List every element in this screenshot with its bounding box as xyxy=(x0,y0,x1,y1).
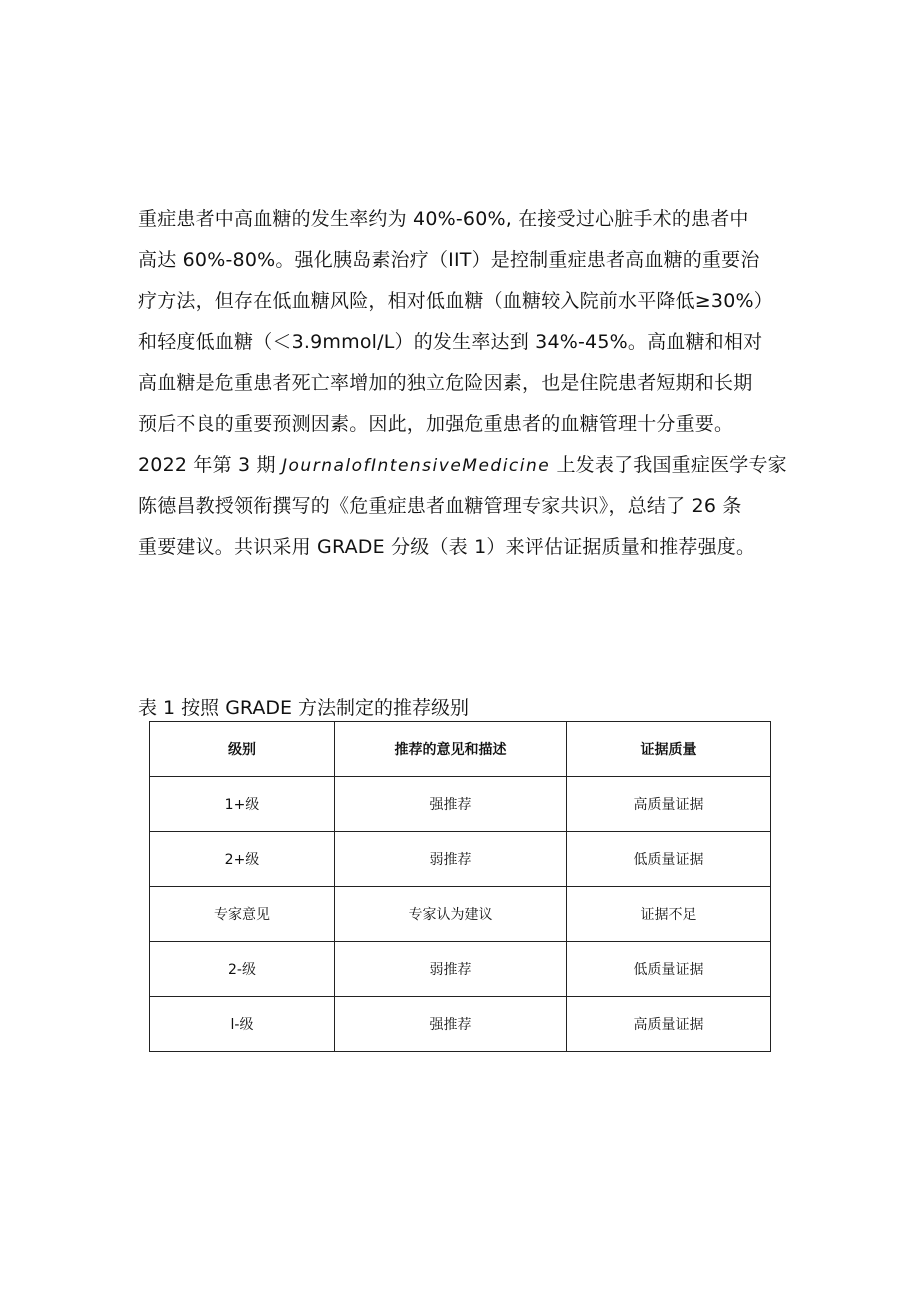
cell-evidence: 证据不足 xyxy=(567,887,771,942)
cell-recommendation: 弱推荐 xyxy=(335,942,567,997)
cell-evidence: 高质量证据 xyxy=(567,777,771,832)
header-evidence: 证据质量 xyxy=(567,722,771,777)
cell-level: 专家意见 xyxy=(150,887,335,942)
cell-evidence: 低质量证据 xyxy=(567,942,771,997)
cell-level: 2+级 xyxy=(150,832,335,887)
header-level: 级别 xyxy=(150,722,335,777)
cell-level: l-级 xyxy=(150,997,335,1052)
table-caption: 表 1 按照 GRADE 方法制定的推荐级别 xyxy=(138,697,470,719)
cell-level: 2-级 xyxy=(150,942,335,997)
table-row xyxy=(150,832,771,887)
table-row xyxy=(150,777,771,832)
paragraph-line: 和轻度低血糖（＜3.9mmol/L）的发生率达到 34%-45%。高血糖和相对 xyxy=(138,331,763,353)
body-paragraph xyxy=(138,199,798,568)
cell-recommendation: 强推荐 xyxy=(335,997,567,1052)
cell-level: 1+级 xyxy=(150,777,335,832)
cell-recommendation: 专家认为建议 xyxy=(335,887,567,942)
paragraph-line: 高达 60%-80%。强化胰岛素治疗（IIT）是控制重症患者高血糖的重要治 xyxy=(138,249,760,271)
paragraph-line: 陈德昌教授领衔撰写的《危重症患者血糖管理专家共识》，总结了 26 条 xyxy=(138,495,742,517)
table-row xyxy=(150,997,771,1052)
table-row xyxy=(150,887,771,942)
table-header-row xyxy=(150,722,771,777)
paragraph-line: 预后不良的重要预测因素。因此，加强危重患者的血糖管理十分重要。 xyxy=(138,413,734,435)
header-recommendation: 推荐的意见和描述 xyxy=(335,722,567,777)
paragraph-line: 重要建议。共识采用 GRADE 分级（表 1）来评估证据质量和推荐强度。 xyxy=(138,536,756,558)
journal-prefix: 2022 年第 3 期 xyxy=(138,454,283,476)
paragraph-line: 疗方法，但存在低血糖风险，相对低血糖（血糖较入院前水平降低≥30%） xyxy=(138,290,773,312)
journal-suffix: 上发表了我国重症医学专家 xyxy=(550,454,787,476)
paragraph-line: 重症患者中高血糖的发生率约为 40%-60%, 在接受过心脏手术的患者中 xyxy=(138,208,749,230)
grade-table xyxy=(149,721,771,1052)
cell-evidence: 高质量证据 xyxy=(567,997,771,1052)
table-row xyxy=(150,942,771,997)
cell-recommendation: 弱推荐 xyxy=(335,832,567,887)
cell-recommendation: 强推荐 xyxy=(335,777,567,832)
cell-evidence: 低质量证据 xyxy=(567,832,771,887)
paragraph-line: 高血糖是危重患者死亡率增加的独立危险因素，也是住院患者短期和长期 xyxy=(138,372,753,394)
journal-name: JournalofIntensiveMedicine xyxy=(282,456,551,476)
paragraph-line-journal xyxy=(138,445,798,486)
